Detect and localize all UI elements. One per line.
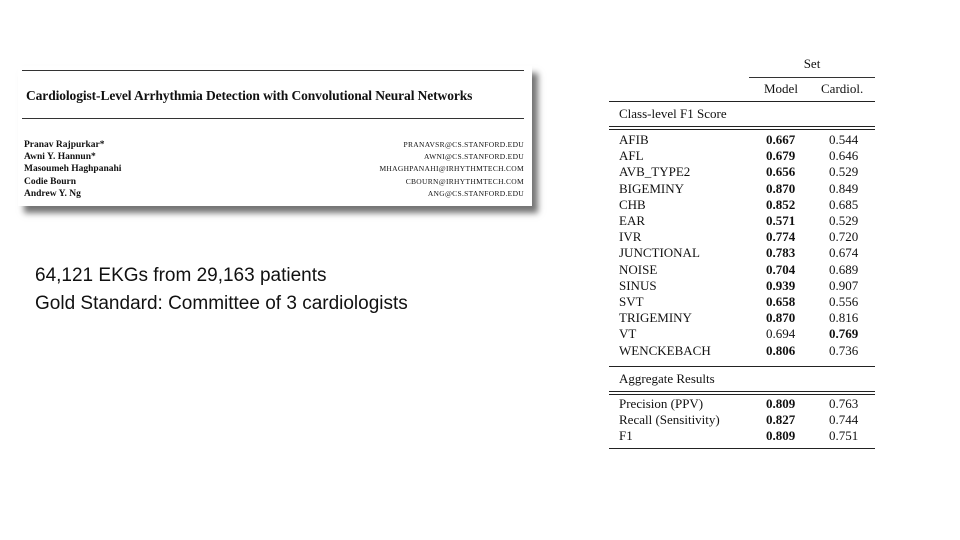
cardiol-score: 0.744 <box>829 412 859 428</box>
cardiol-score: 0.674 <box>829 245 859 261</box>
model-score: 0.827 <box>766 412 796 428</box>
row-label: WENCKEBACH <box>619 342 711 358</box>
author-name: Pranav Rajpurkar* <box>24 140 105 150</box>
author-row <box>24 140 524 152</box>
cardiol-score: 0.529 <box>829 164 859 180</box>
table-row <box>609 326 875 342</box>
row-label: AFL <box>619 148 644 164</box>
author-list <box>24 140 524 201</box>
row-label: TRIGEMINY <box>619 310 692 326</box>
table-row <box>609 262 875 278</box>
model-score: 0.704 <box>766 261 796 277</box>
table-row <box>609 148 875 164</box>
cardiol-score: 0.685 <box>829 196 859 212</box>
title-bottom-rule <box>22 118 524 119</box>
row-label: SVT <box>619 294 644 309</box>
model-score: 0.870 <box>766 180 796 196</box>
table-row <box>609 343 875 359</box>
row-label: Recall (Sensitivity) <box>619 412 720 428</box>
model-score: 0.806 <box>766 342 796 358</box>
row-label: F1 <box>619 428 633 444</box>
author-name: Awni Y. Hannun* <box>24 152 96 163</box>
author-row <box>24 164 524 176</box>
set-header: Set <box>803 56 821 71</box>
row-label: BIGEMINY <box>619 180 684 196</box>
row-label: AVB_TYPE2 <box>619 164 691 180</box>
table-rule-bottom <box>609 448 875 449</box>
author-email: PRANAVSR@CS.STANFORD.EDU <box>403 140 524 149</box>
row-label: EAR <box>619 213 645 228</box>
author-email: AWNI@CS.STANFORD.EDU <box>423 152 524 162</box>
cardiol-score: 0.529 <box>829 213 859 228</box>
row-label: AFIB <box>619 132 649 147</box>
cardiol-score: 0.646 <box>829 148 859 164</box>
table-row <box>609 197 875 213</box>
model-score: 0.939 <box>766 277 796 293</box>
table-rule-section1-a <box>609 126 875 127</box>
table-rule-section2-a <box>609 391 875 392</box>
cardiol-score: 0.736 <box>829 342 859 358</box>
row-label: NOISE <box>619 261 658 277</box>
table-row <box>609 213 875 229</box>
author-row <box>24 177 524 189</box>
table-rule-section1-b <box>609 129 875 130</box>
row-label: Precision (PPV) <box>619 396 704 411</box>
column-header-model: Model <box>764 81 798 96</box>
model-score: 0.809 <box>766 396 796 411</box>
row-label: VT <box>619 326 637 342</box>
author-row <box>24 152 524 164</box>
cardiol-score: 0.689 <box>829 261 859 277</box>
row-label: IVR <box>619 229 642 245</box>
model-score: 0.852 <box>766 196 796 212</box>
model-score: 0.694 <box>766 326 796 342</box>
set-header-rule <box>749 77 875 78</box>
model-score: 0.658 <box>766 294 796 309</box>
cardiol-score: 0.769 <box>829 326 859 342</box>
cardiol-score: 0.907 <box>829 277 859 293</box>
table-rule-section2-b <box>609 394 875 395</box>
paper-title: Cardiologist-Level Arrhythmia Detection with Convolutional Neural Networks <box>26 88 473 103</box>
table-rule-mid <box>609 366 875 367</box>
section-title-class-level: Class-level F1 Score <box>619 106 727 121</box>
title-top-rule <box>22 70 524 71</box>
table-row <box>609 412 875 428</box>
model-score: 0.679 <box>766 148 796 164</box>
gold-standard-summary: Gold Standard: Committee of 3 cardiologists <box>35 293 408 314</box>
row-label: CHB <box>619 196 646 212</box>
author-name: Codie Bourn <box>24 176 76 187</box>
author-name: Masoumeh Haghpanahi <box>24 164 122 175</box>
slide-body-text <box>35 262 408 318</box>
model-score: 0.774 <box>766 229 796 245</box>
table-row <box>609 294 875 310</box>
table-row <box>609 132 875 148</box>
table-row <box>609 278 875 294</box>
author-email: CBOURN@IRHYTHMTECH.COM <box>405 176 524 186</box>
model-score: 0.870 <box>766 310 796 326</box>
table-row <box>609 181 875 197</box>
table-row <box>609 164 875 180</box>
model-score: 0.809 <box>766 428 796 444</box>
cardiol-score: 0.720 <box>829 229 859 245</box>
cardiol-score: 0.556 <box>829 294 859 309</box>
cardiol-score: 0.763 <box>829 396 859 411</box>
cardiol-score: 0.849 <box>829 180 859 196</box>
row-label: SINUS <box>619 277 657 293</box>
model-score: 0.571 <box>766 213 796 228</box>
dataset-summary: 64,121 EKGs from 29,163 patients <box>35 265 327 286</box>
cardiol-score: 0.544 <box>829 132 859 147</box>
column-header-cardiol: Cardiol. <box>821 81 864 96</box>
author-email: ANG@CS.STANFORD.EDU <box>427 188 524 198</box>
author-row <box>24 189 524 201</box>
table-row <box>609 229 875 245</box>
author-name: Andrew Y. Ng <box>24 188 81 199</box>
table-rule-top <box>609 101 875 102</box>
author-email: MHAGHPANAHI@IRHYTHMTECH.COM <box>379 164 524 174</box>
table-row <box>609 396 875 412</box>
cardiol-score: 0.816 <box>829 310 859 326</box>
row-label: JUNCTIONAL <box>619 245 700 261</box>
table-row <box>609 245 875 261</box>
table-row <box>609 310 875 326</box>
paper-header-snippet <box>18 66 532 206</box>
table-row <box>609 428 875 444</box>
model-score: 0.656 <box>766 164 796 180</box>
model-score: 0.783 <box>766 245 796 261</box>
cardiol-score: 0.751 <box>829 428 859 444</box>
section-title-aggregate: Aggregate Results <box>619 371 715 386</box>
model-score: 0.667 <box>766 132 796 147</box>
